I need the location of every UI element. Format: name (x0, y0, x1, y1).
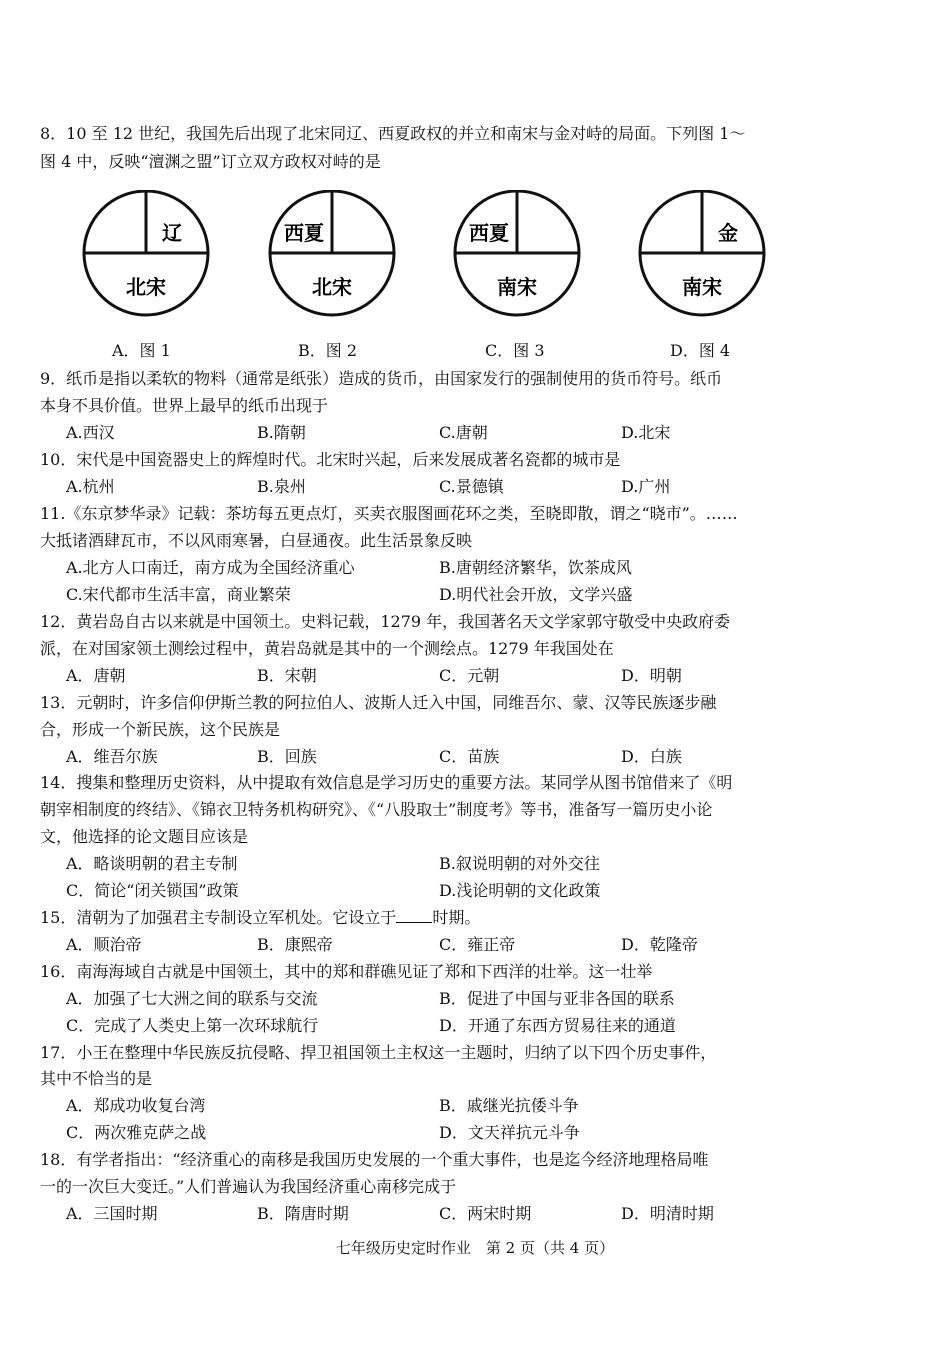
q15-option-d[interactable]: D．乾隆帝 (621, 935, 698, 954)
figure-4-bottom: 南宋 (682, 275, 722, 299)
figure-1 (84, 191, 208, 315)
q9-stem-line1: 9．纸币是指以柔软的物料（通常是纸张）造成的货币，由国家发行的强制使用的货币符号。纸币 (40, 369, 723, 388)
q9-option-d[interactable]: D.北宋 (621, 423, 671, 442)
q17-stem-line2: 其中不恰当的是 (40, 1069, 153, 1088)
q9-stem-line2: 本身不具价值。世界上最早的纸币出现于 (40, 396, 329, 415)
figure-4 (640, 191, 764, 315)
q18-option-a[interactable]: A．三国时期 (66, 1204, 158, 1223)
q12-option-c[interactable]: C．元朝 (439, 666, 500, 685)
q11-stem-line2: 大抵诸酒肆瓦市，不以风雨寒暑，白昼通夜。此生活景象反映 (40, 531, 473, 550)
figure-1-bottom: 北宋 (126, 275, 166, 299)
q8-option-b[interactable]: B．图 2 (298, 341, 358, 360)
q16-option-b[interactable]: B．促进了中国与亚非各国的联系 (439, 989, 675, 1008)
q10-option-d[interactable]: D.广州 (621, 477, 671, 496)
q11-option-a[interactable]: A.北方人口南迁，南方成为全国经济重心 (66, 558, 355, 577)
q17-option-c[interactable]: C．两次雅克萨之战 (66, 1123, 207, 1142)
q17-option-d[interactable]: D．文天祥抗元斗争 (439, 1123, 580, 1142)
q10-option-a[interactable]: A.杭州 (66, 477, 115, 496)
q10-stem-line1: 10．宋代是中国瓷器史上的辉煌时代。北宋时兴起，后来发展成著名瓷都的城市是 (40, 450, 621, 469)
figure-3-top-left: 西夏 (469, 221, 509, 245)
q17-option-a[interactable]: A．郑成功收复台湾 (66, 1096, 206, 1115)
q16-option-c[interactable]: C．完成了人类史上第一次环球航行 (66, 1016, 319, 1035)
figure-1-top-right: 辽 (162, 221, 182, 245)
figure-4-top-right: 金 (718, 221, 738, 245)
q11-option-d[interactable]: D.明代社会开放，文学兴盛 (439, 585, 633, 604)
q13-option-d[interactable]: D．白族 (621, 747, 682, 766)
q14-stem-line2: 朝宰相制度的终结》、《锦衣卫特务机构研究》、《“八股取士”制度考》等书，准备写一篇历史小论 (40, 800, 713, 819)
q8-stem-line2: 图 4 中，反映“澶渊之盟”订立双方政权对峙的是 (40, 152, 381, 171)
q14-option-a[interactable]: A．略谈明朝的君主专制 (66, 854, 238, 873)
q12-option-b[interactable]: B．宋朝 (257, 666, 317, 685)
q14-stem-line1: 14．搜集和整理历史资料，从中提取有效信息是学习历史的重要方法。某同学从图书馆借来了《明 (40, 773, 733, 792)
q17-option-b[interactable]: B．戚继光抗倭斗争 (439, 1096, 579, 1115)
q15-option-c[interactable]: C．雍正帝 (439, 935, 516, 954)
q13-option-b[interactable]: B．回族 (257, 747, 317, 766)
q15-option-b[interactable]: B．康熙帝 (257, 935, 333, 954)
q9-option-a[interactable]: A.西汉 (66, 423, 115, 442)
q13-option-c[interactable]: C．苗族 (439, 747, 500, 766)
q14-option-d[interactable]: D.浅论明朝的文化政策 (439, 881, 601, 900)
q14-option-b[interactable]: B.叙说明朝的对外交往 (439, 854, 600, 873)
q8-stem-line1: 8．10 至 12 世纪，我国先后出现了北宋同辽、西夏政权的并立和南宋与金对峙的局面。下列图 1～ (40, 124, 746, 143)
q8-option-c[interactable]: C．图 3 (485, 341, 545, 360)
q9-option-c[interactable]: C.唐朝 (439, 423, 488, 442)
page-footer: 七年级历史定时作业 第 2 页（共 4 页） (335, 1239, 615, 1257)
q15-stem (40, 907, 480, 929)
q13-stem-line2: 合，形成一个新民族，这个民族是 (40, 720, 281, 739)
figure-2-top-left: 西夏 (284, 221, 324, 245)
q12-stem-line1: 12．黄岩岛自古以来就是中国领土。史料记载，1279 年，我国著名天文学家郭守敬受中央政府委 (40, 612, 731, 631)
q18-option-b[interactable]: B．隋唐时期 (257, 1204, 349, 1223)
q16-option-d[interactable]: D．开通了东西方贸易往来的通道 (439, 1016, 676, 1035)
q14-option-c[interactable]: C．简论“闭关锁国”政策 (66, 881, 239, 900)
q11-stem-line1: 11.《东京梦华录》记载：茶坊每五更点灯，买卖衣服图画花环之类，至晓即散，谓之“晓市”。…… (40, 504, 738, 523)
figure-2-bottom: 北宋 (312, 275, 352, 299)
q15-stem-before: 15．清朝为了加强君主专制设立军机处。它设立于 (40, 908, 397, 927)
q12-stem-line2: 派，在对国家领土测绘过程中，黄岩岛就是其中的一个测绘点。1279 年我国处在 (40, 639, 614, 658)
q15-option-a[interactable]: A．顺治帝 (66, 935, 142, 954)
q18-option-c[interactable]: C．两宋时期 (439, 1204, 532, 1223)
q17-stem-line1: 17．小王在整理中华民族反抗侵略、捍卫祖国领土主权这一主题时，归纳了以下四个历史事件， (40, 1043, 717, 1062)
q16-stem-line1: 16．南海海域自古就是中国领土，其中的郑和群礁见证了郑和下西洋的壮举。这一壮举 (40, 962, 653, 981)
q11-option-b[interactable]: B.唐朝经济繁华，饮茶成风 (439, 558, 632, 577)
q15-answer-blank[interactable] (396, 907, 432, 923)
q11-option-c[interactable]: C.宋代都市生活丰富，商业繁荣 (66, 585, 291, 604)
q12-option-a[interactable]: A．唐朝 (66, 666, 126, 685)
q13-stem-line1: 13．元朝时，许多信仰伊斯兰教的阿拉伯人、波斯人迁入中国，同维吾尔、蒙、汉等民族逐步融 (40, 693, 717, 712)
q9-option-b[interactable]: B.隋朝 (257, 423, 306, 442)
q14-stem-line3: 文，他选择的论文题目应该是 (40, 827, 249, 846)
q8-option-d[interactable]: D．图 4 (670, 341, 731, 360)
q8-option-a[interactable]: A．图 1 (112, 341, 171, 360)
q16-option-a[interactable]: A．加强了七大洲之间的联系与交流 (66, 989, 318, 1008)
q10-option-b[interactable]: B.泉州 (257, 477, 306, 496)
figure-3-bottom: 南宋 (497, 275, 537, 299)
q15-stem-after: 时期。 (432, 908, 481, 927)
q18-option-d[interactable]: D．明清时期 (621, 1204, 714, 1223)
figure-2 (270, 191, 394, 315)
q8-figures (0, 190, 950, 320)
q10-option-c[interactable]: C.景德镇 (439, 477, 504, 496)
q18-stem-line1: 18．有学者指出：“经济重心的南移是我国历史发展的一个重大事件，也是迄今经济地理格局唯 (40, 1150, 709, 1169)
q18-stem-line2: 一的一次巨大变迁。”人们普遍认为我国经济重心南移完成于 (40, 1177, 457, 1196)
figure-3 (455, 191, 579, 315)
q12-option-d[interactable]: D．明朝 (621, 666, 682, 685)
q13-option-a[interactable]: A．维吾尔族 (66, 747, 158, 766)
